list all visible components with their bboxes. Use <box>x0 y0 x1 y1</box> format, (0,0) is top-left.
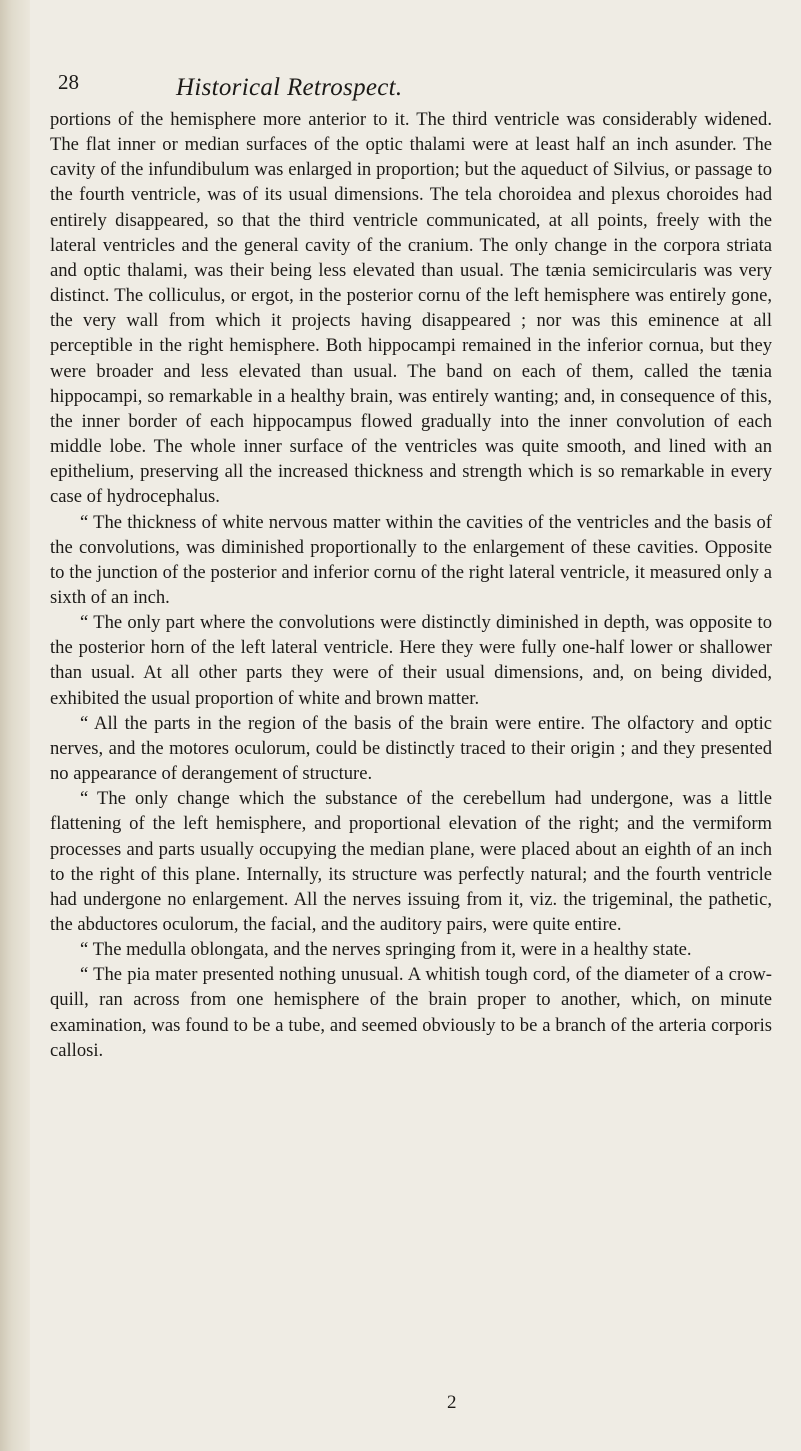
paragraph: “ The pia mater presented nothing unusual. A whitish tough cord, of the diameter of a crow-quill, ran across from one hemisphere of the brain proper to another, which, on minute examination, was found to be a tube, and seemed obviously to be a branch of the arteria corporis callosi. <box>50 964 772 1061</box>
running-title: Historical Retrospect. <box>176 74 403 101</box>
signature-mark: 2 <box>447 1392 457 1413</box>
paragraph: “ The only change which the substance of the cerebellum had undergone, was a little flattening of the left hemisphere, and proportional elevation of the right; and the vermiform processes and parts usually occupying the median plane, were placed about an eighth of an inch to the right of this plane. Internally, its structure was perfectly natural; and the fourth ventricle had undergone no enlargement. All the nerves issuing from it, viz. the trigeminal, the pathetic, the abductores oculorum, the facial, and the auditory pairs, were quite entire. <box>50 788 772 935</box>
page-number: 28 <box>58 70 79 94</box>
body-text <box>50 107 772 1063</box>
page-header <box>58 70 768 106</box>
paragraph: “ The medulla oblongata, and the nerves springing from it, were in a healthy state. <box>80 939 692 961</box>
paragraph: “ The only part where the convolutions were distinctly diminished in depth, was opposite to the posterior horn of the left lateral ventricle. Here they were fully one-half lower or shallower than usual. At all other parts they were of their usual dimensions, and, on being divided, exhibited the usual proportion of white and brown matter. <box>50 612 772 709</box>
book-binding-edge <box>0 0 30 1451</box>
paragraph: “ The thickness of white nervous matter within the cavities of the ventricles and the basis of the convolutions, was diminished proportionally to the enlargement of these cavities. Opposite to the junction of the posterior and inferior cornu of the right lateral ventricle, it measured only a sixth of an inch. <box>50 511 772 608</box>
paragraph: “ All the parts in the region of the basis of the brain were entire. The olfactory and optic nerves, and the motores oculorum, could be distinctly traced to their origin ; and they presented no appearance of derangement of structure. <box>50 712 772 785</box>
paragraph: portions of the hemisphere more anterior to it. The third ventricle was considerably widened. The flat inner or median surfaces of the optic thalami were at least half an inch asunder. The cavity of the infundibulum was enlarged in proportion; but the aqueduct of Silvius, or passage to the fourth ventricle, was of its usual dimensions. The tela choroidea and plexus choroides had entirely disappeared, so that the third ventricle communicated, at all points, freely with the lateral ventricles and the general cavity of the cranium. The only change in the corpora striata and optic thalami, was their being less elevated than usual. The tænia semicircularis was very distinct. The colliculus, or ergot, in the posterior cornu of the left hemisphere was entirely gone, the very wall from which it projects having disappeared ; nor was this eminence at all perceptible in the right hemisphere. Both hippocampi remained in the inferior cornua, but they were broader and less elevated than usual. The band on each of them, called the tænia hippocampi, so remarkable in a healthy brain, was entirely wanting; and, in consequence of this, the inner border of each hippocampus flowed gradually into the inner convolution of each middle lobe. The whole inner surface of the ventricles was quite smooth, and lined with an epithelium, preserving all the increased thickness and strength which is so remarkable in every case of hydrocephalus. <box>50 109 772 508</box>
